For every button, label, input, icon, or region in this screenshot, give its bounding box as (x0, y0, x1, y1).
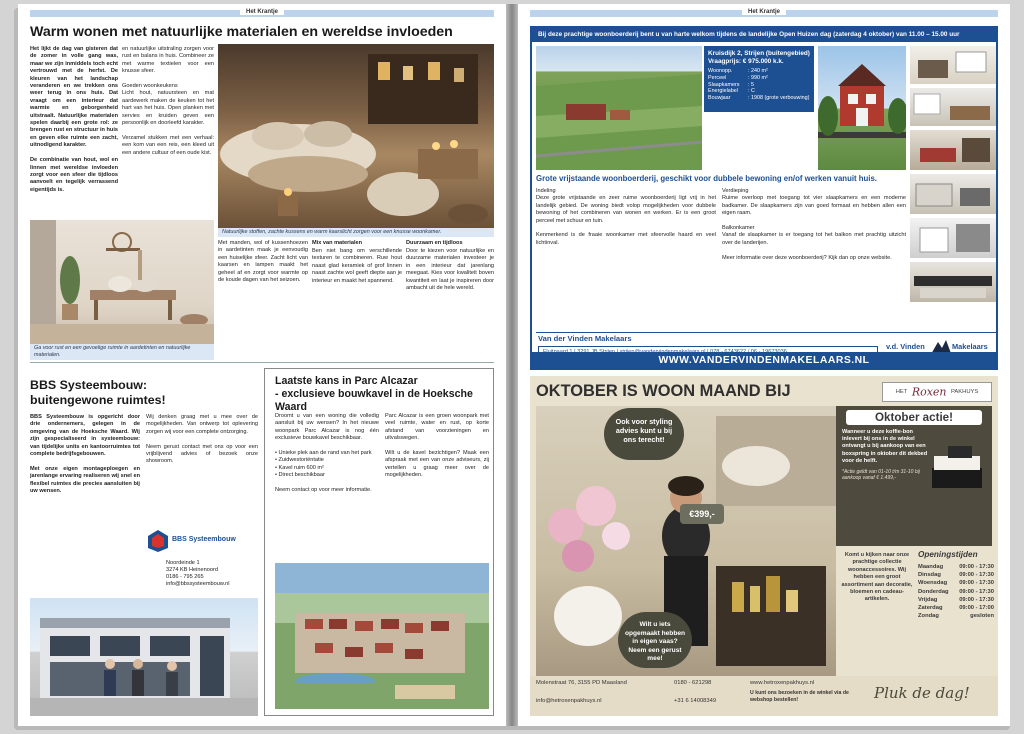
vdv-footer-divider (536, 332, 996, 333)
roxen-hours-time: 09:00 - 17:30 (959, 580, 994, 587)
vdv-infobox-row-label: Bouwjaar (708, 95, 731, 102)
roxen-logo-name: Roxen (911, 385, 947, 399)
roxen-hours-day: Vrijdag (918, 596, 938, 603)
roxen-hours-day: Dinsdag (918, 572, 941, 579)
bbs-logo-text: BBS Systeembouw (172, 536, 236, 543)
roxen-actie-box (836, 406, 992, 546)
main-article-col5-title: Duurzaam en tijdloos (406, 240, 463, 246)
roxen-hours-day: Zondag (918, 613, 939, 620)
bbs-building-photo (30, 598, 258, 716)
vdv-infobox-row (708, 75, 810, 82)
main-article-col2: en natuurlijke uitstraling zorgen voor rust en balans in huis. Combineer ze met warme textielen voor een knusse sfeer. Goeden woonkeukens Licht hout, natuursteen en mat aardewerk maken de keuken tot het hart van het huis. Open planken met servies en kruiden geven een persoonlijk en doorleefd karakter. Verzamel stukken met een verhaal: een kom van een reis, een kleed uit een andere cultuur of een oude kist. (122, 46, 214, 156)
roxen-hours-row (918, 604, 994, 612)
main-article-col4-block (312, 240, 402, 352)
roxen-phone: 0180 - 621298 (674, 680, 712, 686)
vdv-infobox-row-label: Slaapkamers (708, 81, 740, 88)
bbs-logo-icon (146, 528, 170, 552)
roxen-footer (530, 676, 998, 716)
bbs-contact (166, 560, 258, 588)
alcazar-title-line2: - exclusieve bouwkavel in de Hoeksche Waard (275, 388, 473, 413)
living-room-caption: Natuurlijke stoffen, zachte kussens en warm kaarslicht zorgen voor een knusse woonkamer. (218, 228, 494, 237)
bbs-title-line2: buitengewone ruimtes! (30, 393, 166, 407)
vdv-infobox (704, 46, 814, 112)
vdv-interior-photo-5 (910, 218, 996, 258)
roxen-hours-time: 09:00 - 17:30 (959, 596, 994, 603)
hallway-caption: Ga voor rust en een gevoelige ruimte in aardetinten en natuurlijke materialen. (30, 344, 214, 360)
vdv-infobox-row (708, 68, 810, 75)
bbs-col1: BBS Systeembouw is opgericht door drie ondernemers, gelegen in de omgeving van de Hoeksche Waard. Wij zijn gespecialiseerd in systeembouw: van tijdelijke units en kantoorruimtes tot complete bedrijfsgebouwen. Met onze eigen montageploegen en jarenlange ervaring realiseren wij snel en flexibel ruimtes die precies aansluiten bij uw wensen. (30, 414, 140, 495)
magazine-spine (506, 4, 518, 726)
vdv-infobox-row-label: Perceel (708, 74, 727, 81)
hallway-photo (30, 220, 214, 344)
hallway-illustration (30, 220, 214, 344)
vdv-infobox-row-value: : 990 m² (748, 74, 768, 81)
roxen-styling-bubble: Ook voor styling advies kunt u bij ons terecht! (604, 408, 684, 460)
roxen-mid-text: Komt u kijken naar onze prachtige collectie woonaccessoires. Wij hebben een groot assortiment aan decoratie, bloemen en cadeau-artikelen. (841, 552, 913, 603)
roxen-logo-prefix: HET (895, 388, 908, 395)
vdv-interior-photo-3 (910, 130, 996, 170)
vdv-infobox-row-value: : 240 m² (748, 68, 768, 74)
section-divider (30, 362, 494, 363)
roxen-hours (918, 550, 994, 670)
vdv-aerial-illustration (536, 46, 702, 170)
roxen-hours-row (918, 571, 994, 579)
main-article-col4-title: Mix van materialen (312, 240, 363, 246)
vdv-logo-text: v.d. Vinden (886, 342, 925, 351)
vdv-website-bar[interactable]: WWW.VANDERVINDENMAKELAARS.NL (530, 352, 998, 370)
roxen-vase-bubble: Wilt u iets opgemaakt hebben in eigen vaas? Neem een gerust mee! (618, 612, 692, 668)
roxen-hours-time: 09:00 - 17:30 (959, 564, 994, 570)
main-article-title: Warm wonen met natuurlijke materialen en wereldse invloeden (30, 24, 453, 40)
roxen-note: U kunt ons bezoeken in de winkel via de webshop bestellen! (750, 690, 849, 703)
bbs-title-line1: BBS Systeembouw: (30, 378, 148, 392)
alcazar-box (264, 368, 494, 716)
roxen-hours-row (918, 563, 994, 571)
bbs-building-illustration (30, 598, 258, 716)
vdv-infobox-price: Vraagprijs: € 975.000 k.k. (708, 58, 784, 65)
roxen-hours-time: gesloten (970, 613, 994, 620)
vdv-logo-text-2: Makelaars (952, 342, 988, 351)
alcazar-col1: Droomt u van een woning die volledig aansluit bij uw wensen? In het nieuwe woonpark Parc Alcazar is nog één exclusieve bouwkavel beschikbaar. • Unieke plek aan de rand van het park • Zuidwestoriëntatie • Kavel ruim 600 m² • Direct beschikbaar Neem contact op voor meer informatie. (275, 413, 379, 494)
vdv-headline: Grote vrijstaande woonboerderij, geschikt voor dubbele bewoning en/of werken vanuit huis. (536, 174, 877, 183)
right-page-header-label: Het Krantje (742, 9, 786, 15)
roxen-boxspring-illustration (928, 442, 986, 494)
vdv-interior-photo-1 (910, 46, 996, 84)
roxen-title: OKTOBER IS WOON MAAND BIJ (536, 382, 791, 400)
roxen-hours-day: Donderdag (918, 588, 949, 595)
main-article-col5: Door te kiezen voor natuurlijke en duurzame materialen investeer je in een interieur dat jarenlang meegaat. Kies voor kwaliteit boven kwantiteit en laat je inspireren door ambacht uit de hele wereld. (406, 248, 494, 292)
vdv-infobox-row-value: : 5 (748, 81, 754, 88)
right-page (518, 4, 1010, 726)
roxen-price-tag: €399,- (680, 504, 724, 524)
right-page-header-bar (530, 10, 998, 17)
vdv-infobox-row-value: : C (748, 88, 755, 95)
bbs-phone: 0186 - 795 265 (166, 574, 204, 580)
vdv-banner: Bij deze prachtige woonboerderij bent u van harte welkom tijdens de landelijke Open Huizen dag (zaterdag 4 oktober) van 11.00 – 15.00 uur (532, 28, 996, 42)
roxen-hours-row (918, 596, 994, 604)
main-article-col5-block (406, 240, 494, 352)
roxen-email[interactable]: info@hetroxenpakhuys.nl (536, 698, 602, 704)
main-article-col4: Ben niet bang om verschillende texturen te combineren. Ruw hout naast glad keramiek of grof linnen naast zachte wol geeft diepte aan je interieur en maakt het spannend. (312, 248, 402, 284)
bbs-address-2: 3274 KB Heinenoord (166, 567, 218, 573)
roxen-logo-suffix: PAKHUYS (950, 388, 979, 395)
vdv-interior-photo-2 (910, 88, 996, 126)
alcazar-title-line1: Laatste kans in Parc Alcazar (275, 375, 418, 387)
vdv-house-photo (818, 46, 906, 170)
vdv-infobox-rows (708, 68, 810, 102)
bbs-email[interactable]: info@bbssysteembouw.nl (166, 581, 230, 587)
left-page (18, 4, 506, 726)
roxen-hours-time: 09:00 - 17:30 (959, 588, 994, 595)
vdv-agency-name: Van der Vinden Makelaars (538, 334, 632, 343)
vdv-infobox-row (708, 82, 810, 89)
roxen-ad (530, 376, 998, 716)
vdv-infobox-row-value: : 1908 (grote verbouwing) (748, 95, 810, 102)
vdv-infobox-row (708, 95, 810, 102)
alcazar-col2: Parc Alcazar is een groen woonpark met veel ruimte, water en rust, op korte afstand van voorzieningen en uitvalswegen. Wilt u de kavel bezichtigen? Maak een afspraak met een van onze adviseurs, zij vertellen u graag meer over de mogelijkheden. (385, 413, 489, 479)
vdv-ad (530, 26, 998, 370)
bbs-address-1: Noordeinde 1 (166, 560, 200, 566)
roxen-slogan: Pluk de dag! (874, 684, 970, 702)
roxen-hours-rows (918, 563, 994, 620)
roxen-actie-small: *Actie geldt van 01-10 t/m 31-10 bij aankoop vanaf € 1.499,- (842, 469, 920, 482)
roxen-address: Molenstraat 76, 3155 PD Maasland (536, 680, 627, 686)
vdv-interior-photo-4 (910, 174, 996, 214)
roxen-hours-time: 09:00 - 17:30 (959, 572, 994, 579)
bbs-logo (146, 528, 236, 558)
vdv-house-illustration (818, 46, 906, 170)
left-page-header-bar (30, 10, 494, 17)
vdv-col2: Verdieping Ruime overloop met toegang tot vier slaapkamers en een moderne badkamer. De slaapkamers zijn van goed formaat en hebben allen een eigen raam. Balkonkamer Vanaf de slaapkamer is er toegang tot het balkon met prachtig uitzicht over de landerijen. Meer informatie over deze woonboerderij? Kijk dan op onze website. (722, 188, 906, 261)
left-page-header-label: Het Krantje (240, 9, 284, 15)
roxen-hours-row (918, 612, 994, 620)
main-article-col3: Met manden, wol of kussenhoezen in aardetinten maak je eenvoudig een huiselijke sfeer. Zacht licht van kaarsen en lampen maakt het geheel af en zorgt voor warmte op de koude dagen van het seizoen. (218, 240, 308, 284)
vdv-aerial-photo (536, 46, 702, 170)
vdv-infobox-address: Kruisdijk 2, Strijen (buitengebied) (708, 50, 810, 57)
roxen-logo (882, 382, 992, 402)
alcazar-aerial-photo (275, 563, 489, 709)
roxen-phone-2: +31 6 14008349 (674, 698, 717, 704)
bbs-col2: Wij denken graag met u mee over de mogelijkheden. Van ontwerp tot oplevering zorgen wij voor een complete ontzorging. Neem gerust contact met ons op voor een vrijblijvend advies of bezoek onze showroom. (146, 414, 258, 465)
living-room-illustration (218, 44, 494, 228)
vdv-interior-photo-6 (910, 262, 996, 302)
vdv-infobox-row (708, 88, 810, 95)
roxen-hours-day: Woensdag (918, 580, 948, 587)
roxen-hours-day: Zaterdag (918, 605, 943, 612)
vdv-infobox-row-label: Woonopp. (708, 68, 733, 74)
vdv-col1: Indeling Deze grote vrijstaande en zeer ruime woonboerderij ligt vrij in het landelijk gebied. De woning biedt volop mogelijkheden voor dubbele bewoning of het combineren van wonen en werken. Er is een groot perceel met schuur en tuin. Kenmerkend is de fraaie woonkamer met sfeervolle haard en veel lichtinval. (536, 188, 716, 246)
roxen-hours-row (918, 579, 994, 587)
roxen-hours-time: 09:00 - 17:00 (959, 605, 994, 612)
roxen-actie-text: Wanneer u deze koffie-bon inlevert bij ons in de winkel ontvangt u bij aankoop van een boxspring in oktober dit dekbed voor de helft. (842, 429, 928, 464)
roxen-hours-row (918, 588, 994, 596)
alcazar-aerial-illustration (275, 563, 489, 709)
living-room-photo (218, 44, 494, 228)
roxen-hours-title: Openingstijden (918, 550, 978, 559)
vdv-infobox-row-label: Energielabel (708, 88, 738, 95)
roxen-web[interactable]: www.hetroxenpakhuys.nl (750, 680, 815, 686)
roxen-hours-day: Maandag (918, 564, 944, 570)
roxen-actie-title: Oktober actie! (846, 410, 982, 425)
main-article-col1: Het lijkt de dag van gisteren dat de zomer in volle gang was, maar we zijn inmiddels toch echt vertrouwd met de herfst. De kleuren van het landschap veranderen en we trekken ons weer terug in ons huis. Dat vraagt om een interieur dat warmte en geborgenheid uitstraalt. Natuurlijke materialen spelen daarbij een grote rol: ze brengen rust en structuur in huis en geven elke ruimte een zacht, uitnodigend karakter. De combinatie van hout, wol en linnen met wereldse invloeden zorgt voor een sfeer die tijdloos aanvoelt en tegelijk verrassend eigentijds is. (30, 46, 118, 193)
